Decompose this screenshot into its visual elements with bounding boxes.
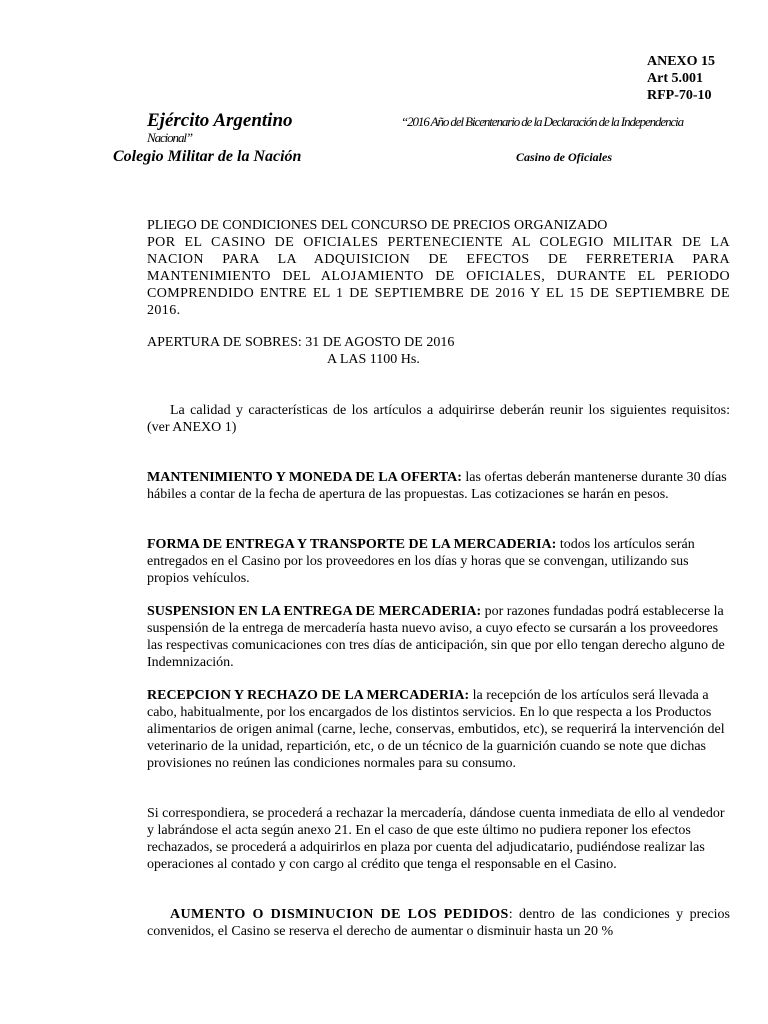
section-recepcion (147, 687, 730, 772)
section-heading: SUSPENSION EN LA ENTREGA DE MERCADERIA: (147, 604, 482, 619)
section-suspension (147, 603, 730, 671)
rechazo-paragraph: Si correspondiera, se procederá a rechazar la mercadería, dándose cuenta inmediata de ello al vendedor y labrándose el acta según anexo 21. En el caso de que este último no pudiera reponer los efectos rechazados, se procederá a adquirirlos en plaza por cuenta del adjudicatario, pudiéndose realizar las operaciones al contado y con cargo al crédito que tenga el responsable en el Casino. (147, 806, 725, 872)
school-name: Colegio Militar de la Nación (113, 148, 302, 165)
section-heading: RECEPCION Y RECHAZO DE LA MERCADERIA: (147, 688, 470, 703)
section-text: todos los artículos serán entregados en el Casino por los proveedores en los días y horas que se convengan, utilizando sus propios vehículos. (147, 537, 695, 586)
section-text: por razones fundadas podrá establecerse la suspensión de la entrega de mercadería hasta nuevo aviso, a cuyo efecto se cursarán a los proveedores las respectivas comunicaciones con tres días de anticipación, sin que por ello tengan derecho alguno de Indemnización. (147, 604, 725, 670)
opening-time-line: A LAS 1100 Hs. (327, 352, 420, 367)
section-oferta (147, 469, 730, 503)
section-entrega (147, 536, 730, 587)
annex-reference (647, 53, 715, 104)
year-motto-continued: Nacional” (147, 130, 192, 145)
opening-date (147, 334, 730, 368)
section-heading: AUMENTO O DISMINUCION DE LOS PEDIDOS (170, 907, 509, 922)
form-code: RFP-70-10 (647, 88, 712, 103)
title-rest: POR EL CASINO DE OFICIALES PERTENECIENTE AL COLEGIO MILITAR DE LA NACION PARA LA ADQUISICION DE EFECTOS DE FERRETERIA PARA MANTENIMIENTO DEL ALOJAMIENTO DE OFICIALES, DURANTE EL PERIODO COMPRENDIDO ENTRE EL 1 DE SEPTIEMBRE DE 2016 Y EL 15 DE SEPTIEMBRE DE 2016. (147, 235, 730, 318)
document-title (147, 217, 730, 319)
section-text: las ofertas deberán mantenerse durante 30 días hábiles a contar de la fecha de apertura de las propuestas. Las cotizaciones se harán en pesos. (147, 470, 727, 502)
department-name: Casino de Oficiales (516, 150, 612, 164)
section-heading: FORMA DE ENTREGA Y TRANSPORTE DE LA MERCADERIA: (147, 537, 557, 552)
opening-date-line: APERTURA DE SOBRES: 31 DE AGOSTO DE 2016 (147, 335, 455, 350)
intro-paragraph: La calidad y características de los artículos a adquirirse deberán reunir los siguientes requisitos: (ver ANEXO 1) (147, 403, 730, 435)
year-motto: “2016 Año del Bicentenario de la Declaración de la Independencia (401, 114, 684, 129)
organization-name: Ejército Argentino (147, 110, 293, 131)
section-text: : dentro de las condiciones y precios convenidos, el Casino se reserva el derecho de aumentar o disminuir hasta un 20 % (147, 907, 730, 939)
section-text: la recepción de los artículos será llevada a cabo, habitualmente, por los encargados de los distintos servicios. En lo que respecta a los Productos alimentarios de origen animal (carne, leche, conservas, embutidos, etc), se requerirá la intervención del veterinario de la unidad, repartición, etc, o de un técnico de la guarnición cuando se note que dichas provisiones no reúnen las condiciones normales para su consumo. (147, 688, 725, 771)
section-aumento (147, 906, 730, 940)
section-heading: MANTENIMIENTO Y MONEDA DE LA OFERTA: (147, 470, 462, 485)
title-first-line: PLIEGO DE CONDICIONES DEL CONCURSO DE PRECIOS ORGANIZADO (147, 218, 608, 233)
annex-number: ANEXO 15 (647, 54, 716, 69)
article-number: Art 5.001 (647, 71, 703, 86)
